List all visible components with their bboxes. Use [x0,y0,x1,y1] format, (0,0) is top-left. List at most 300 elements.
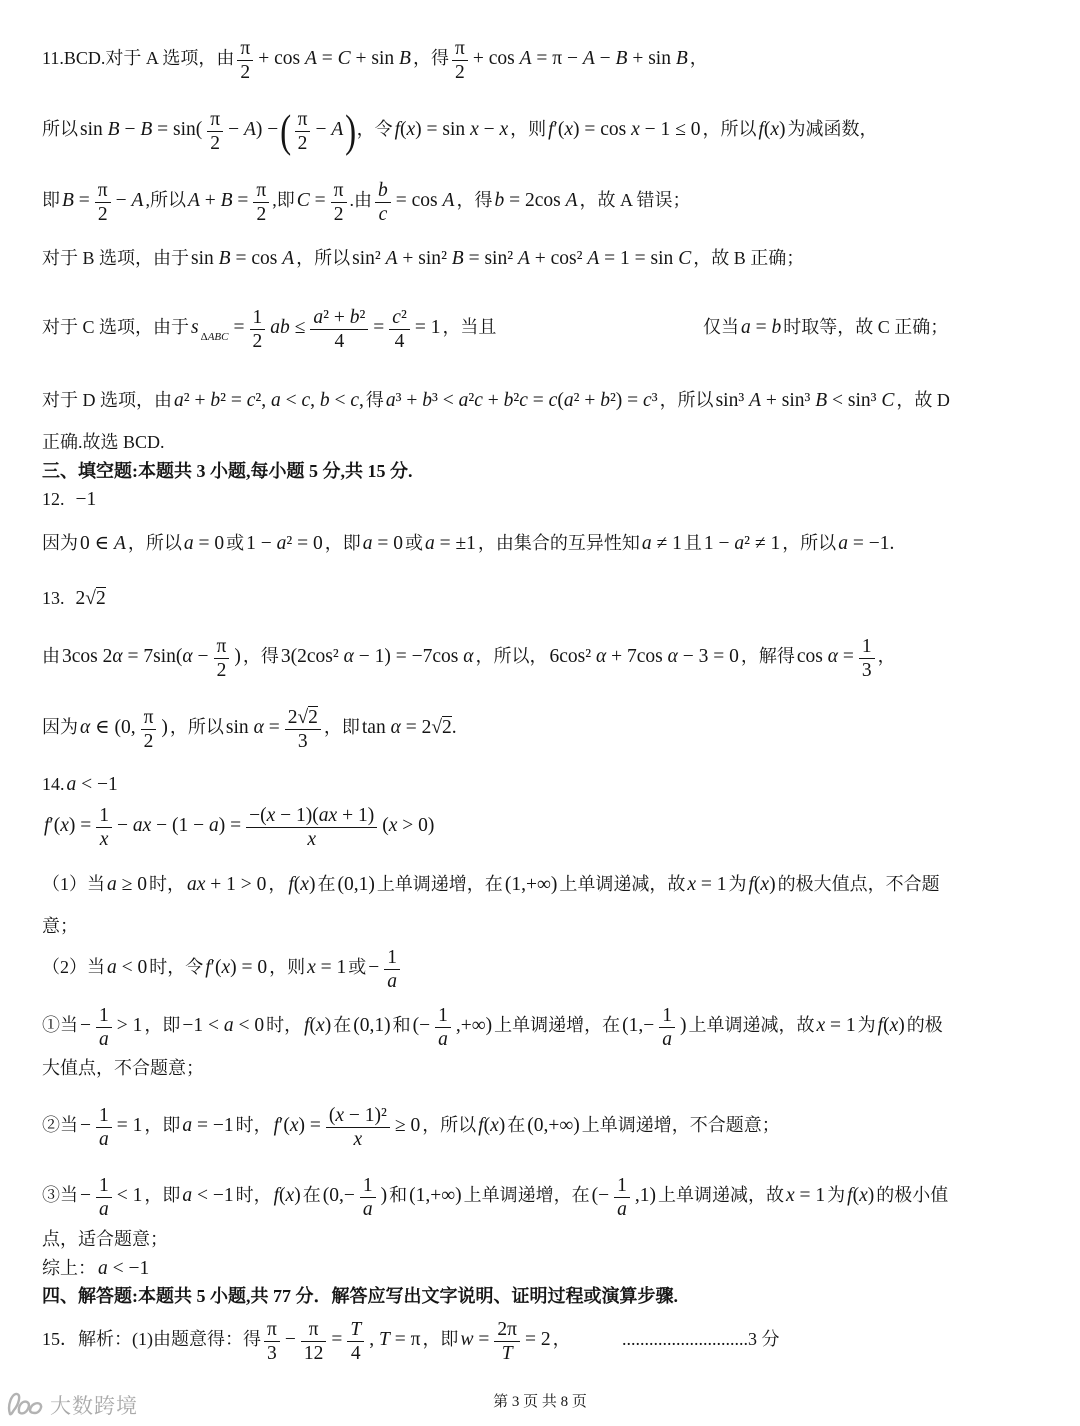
text-run: 上单调递增，在 [463,1185,590,1205]
math-variable: f [273,1115,280,1136]
subscript: ΔABC [200,331,229,343]
math-variable: c [392,306,401,328]
q11-option-a-line-3 [42,170,691,230]
math-expression: x = 1 [785,1185,826,1206]
math-variable: x [770,119,780,140]
math-variable: A [442,190,455,211]
text-run: 所以 [42,119,78,139]
math-variable: A [517,248,530,269]
page-number-footer: 第 3 页 共 8 页 [493,1394,587,1410]
q15-solution-line [42,1309,571,1369]
math-variable: f [847,1185,853,1206]
radicand: 2 [308,706,318,728]
fraction-numerator: 1 [859,636,875,659]
q14-subcase-3-line-1 [42,1165,948,1225]
math-variable: a [132,815,143,836]
text-run: 因为 [42,717,78,737]
text-run: 时， [266,1015,303,1035]
fraction-denominator: 2 [256,203,267,225]
text-run: 或 [404,533,423,553]
fraction [360,1175,376,1220]
text-run: 和 [389,1185,408,1205]
math-variable: x [760,874,770,895]
math-variable: B [62,190,74,211]
math-variable: A [582,48,595,69]
math-variable: a [182,1185,193,1206]
math-variable: x [490,1115,499,1136]
math-expression: a < −1 [98,1258,150,1279]
math-expression: (0,1) [337,874,375,895]
text-run: 三、填空题:本题共 3 小题,每小题 5 分,共 15 分. [42,461,413,481]
text-run: 在 [317,874,336,894]
math-expression: = [373,317,385,338]
math-expression: f(x) [273,1185,301,1206]
fraction-denominator [659,1028,675,1050]
math-expression: a = −1 [182,1115,234,1136]
math-variable: T [350,1318,362,1340]
text-run: ，所以， [475,646,548,666]
brand-logo-icon [6,1388,46,1423]
fraction [207,109,223,154]
text-run: 上单调递减，故 [657,1185,784,1205]
math-variable: a [223,1015,234,1036]
math-expression: a ≠ 1 [641,533,682,554]
math-expression: , T = π [369,1329,421,1350]
math-variable: c [643,390,652,411]
math-expression: 2√2 [75,588,106,609]
math-expression: − [80,1115,91,1136]
math-variable: x [785,1185,795,1206]
fraction-numerator: π [301,1319,327,1342]
fraction [96,1105,112,1150]
math-expression: − A [315,119,344,140]
math-variable: b [319,390,330,411]
fraction-numerator [347,1319,364,1342]
text-run: 对于 C 选项，由于 [42,317,190,337]
math-variable: b [378,179,388,201]
math-variable: a [563,390,574,411]
text-run: ，所以 [169,717,224,737]
math-variable: x [196,874,206,895]
text-run: 时，令 [149,957,204,977]
math-variable: a [98,1258,108,1279]
math-variable: a [107,874,117,895]
text-run: ，所以 [422,1115,477,1135]
math-variable: A [187,190,200,211]
fraction-denominator [435,1028,451,1050]
math-variable: a [270,390,281,411]
math-variable: α [182,646,193,667]
text-run: ②当 [42,1115,78,1135]
q12-solution-line [42,513,896,573]
math-variable: a [186,874,197,895]
q11-option-c-line-part-2 [703,297,948,357]
math-variable: x [328,804,338,826]
fraction-numerator: π [295,109,311,132]
fraction-denominator: 3 [267,1342,277,1364]
fraction [301,1319,327,1364]
radicand: 2 [95,588,106,609]
fraction [347,1319,364,1364]
math-expression: > 1 [116,1015,143,1036]
text-run: 正确.故选 BCD. [42,432,165,452]
fraction [246,805,377,850]
fraction-numerator: 1 [360,1175,376,1198]
q11-option-b-line [42,228,804,288]
text-run: 上单调递增，不合题意； [581,1115,780,1135]
math-expression: 3cos 2α = 7sin(α − [62,646,209,667]
text-run: 13. [42,588,74,608]
text-run: ，所以 [296,248,351,268]
math-expression: 6cos² α + 7cos α − 3 = 0 [549,646,739,667]
math-variable: a [318,804,329,826]
text-run: 时取等，故 C 正确； [783,317,949,337]
math-expression: (− [591,1185,610,1206]
math-expression: ,+∞) [455,1015,493,1036]
math-expression: ) [380,1185,388,1206]
q13-solution-line-2 [42,697,459,757]
math-expression: a < −1 [66,774,118,795]
math-variable: a [617,1198,627,1220]
text-run: 为减函数， [787,119,878,139]
math-expression: sin B − B = sin( [80,119,203,140]
q11-option-c-line-part-1 [42,297,496,357]
fraction-denominator: 4 [350,1342,361,1364]
fraction [389,307,410,352]
fraction [253,180,269,225]
math-expression: − A [115,190,144,211]
math-expression: − A) − [228,119,279,140]
math-expression: f′(x) = cos x − 1 ≤ 0 [548,119,701,140]
fraction-numerator: 1 [250,307,266,330]
math-variable: x [388,815,398,836]
text-run: 11.BCD.对于 A 选项，由 [42,48,235,68]
q11-option-a-line-1 [42,28,708,88]
text-run: 因为 [42,533,78,553]
fraction-denominator: 3 [861,659,872,681]
math-variable: B [615,48,628,69]
math-expression: < 1 [116,1185,143,1206]
math-variable: A [385,248,398,269]
math-variable: x [99,828,109,850]
q11-option-d-line-1 [42,370,950,430]
text-run: ，即 [323,717,360,737]
fraction [141,707,157,752]
math-expression: tan α = 2√2. [361,717,457,738]
text-run: ，令 [356,119,393,139]
math-expression: B = [62,190,90,211]
fraction-numerator: π [207,109,223,132]
fraction-denominator [96,1128,112,1150]
math-expression: ) [679,1015,687,1036]
text-run: 对于 D 选项，由 [42,390,172,410]
math-variable: B [815,390,828,411]
math-variable: x [285,1185,295,1206]
math-variable: c [301,390,311,411]
math-expression: = [233,317,245,338]
fraction-denominator: 2 [97,203,108,225]
text-run: ，即 [144,1185,181,1205]
q14-derivative-line [42,796,436,856]
math-expression: 1 − a² ≠ 1 [703,533,781,554]
math-variable: A [304,48,317,69]
math-expression: a = −1. [838,533,895,554]
math-expression: A + B = [187,190,249,211]
text-run: ，故 D [896,390,950,410]
math-expression: (0,− [322,1185,355,1206]
math-expression: −1 [75,489,97,510]
q15-score-marker [622,1309,780,1369]
text-run: 上单调递减，故 [688,1015,815,1035]
math-variable: b [280,317,290,338]
q14-subcase-1-line-2 [42,1038,204,1098]
math-variable: B [399,48,411,69]
text-run: ，所以 [127,533,182,553]
text-run: 或 [348,957,367,977]
math-expression: a = 0 [362,533,403,554]
text-run: 得 [365,390,384,410]
math-variable: a [838,533,848,554]
text-run: ， [689,48,708,68]
math-expression: f(x) [758,119,786,140]
math-expression: 1 − a² = 0 [246,533,323,554]
math-expression: a = 0 [183,533,225,554]
math-variable: c [548,390,558,411]
text-run: 在 [302,1185,321,1205]
fraction [237,38,253,83]
math-variable: α [390,717,401,738]
math-variable: f [394,119,401,140]
math-variable: B [214,331,222,343]
math-variable: C [678,248,692,269]
math-expression: α ∈ (0, [80,717,136,738]
math-expression: b = 2cos A [494,190,578,211]
fraction-numerator: 1 [96,1005,112,1028]
math-variable: b [349,306,360,328]
math-expression: x = 1 [307,957,347,978]
watermark-text: 大数跨境 [50,1394,138,1418]
text-run: 时， [235,1185,272,1205]
math-expression: f(x) [304,1015,332,1036]
fraction [295,109,311,154]
fraction [384,947,400,992]
text-run: ，即 [144,1015,181,1035]
q14-case-1-line-1 [42,854,940,914]
text-run: ,所以 [145,190,186,210]
math-variable: x [470,119,479,140]
math-variable: a [662,1028,672,1050]
math-variable: a [362,533,373,554]
fraction [285,707,321,752]
math-expression: x = 1 [687,874,727,895]
math-expression: = 2 [524,1329,551,1350]
text-run: 为 [827,1185,846,1205]
text-run: ③当 [42,1185,78,1205]
fraction-denominator: 2 [333,203,344,225]
math-variable: x [316,1015,325,1036]
text-run: （1）当 [42,874,105,894]
math-expression: + cos A = C + sin B [258,48,411,69]
math-expression: sin² A + sin² B = sin² A + cos² A = 1 = sin C [352,248,692,269]
text-run: 意； [42,916,78,936]
math-expression: (0,1) [353,1015,391,1036]
math-variable: α [112,646,123,667]
math-variable: B [220,190,233,211]
text-run: 的极大值点，不合题 [777,874,940,894]
text-run: 且 [683,533,702,553]
math-expression: −1 < a < 0 [182,1015,265,1036]
fraction-numerator: 1 [435,1005,451,1028]
math-variable: x [142,815,152,836]
math-variable: α [667,646,678,667]
text-run: ,即 [272,190,295,210]
fraction [264,1319,280,1364]
math-variable: a [99,1128,109,1150]
fraction-denominator: 2 [240,61,251,83]
fraction-denominator: 2 [297,132,308,154]
math-variable: a [182,1115,193,1136]
math-variable: x [307,957,316,978]
fraction-denominator [360,1198,376,1220]
math-variable: B [140,119,153,140]
fraction-denominator [326,1128,390,1150]
math-variable: a [734,533,745,554]
math-variable: b [771,317,782,338]
math-variable: A [565,190,578,211]
fraction-denominator: 2 [210,132,221,154]
math-expression: f(x) [877,1015,905,1036]
math-expression: a ≥ 0 [107,874,147,895]
fraction [331,180,347,225]
math-variable: a [424,533,435,554]
q13-answer [42,568,108,628]
math-expression: − [284,1329,296,1350]
math-variable: x [687,874,696,895]
math-variable: f [478,1115,484,1136]
text-run: 的极 [906,1015,943,1035]
q14-subcase-2-line [42,1095,780,1155]
fraction [326,1105,390,1150]
fraction-numerator: −(x − 1)(ax + 1) [246,805,377,828]
math-variable: a [641,533,652,554]
math-expression: sin³ A + sin³ B < sin³ C [715,390,895,411]
math-variable: c [378,203,388,225]
math-expression: = 1 [116,1115,143,1136]
math-variable: B [451,248,464,269]
text-run: ，故 B 正确； [693,248,805,268]
math-variable: s [191,317,199,338]
fraction-numerator: 1 [614,1175,630,1198]
math-variable: x [406,119,416,140]
text-run: ，当且 [442,317,497,337]
math-expression: 3(2cos² α − 1) = −7cos α [280,646,474,667]
text-run: ，得 [242,646,279,666]
math-variable: α [253,717,264,738]
math-expression: f′(x) = [44,815,92,836]
math-expression: ab ≤ [270,317,306,338]
fraction-numerator: π [331,180,347,203]
fraction-numerator: 1 [96,1105,112,1128]
fraction-denominator: 2 [143,730,154,752]
fraction [494,1319,520,1364]
fraction-numerator: π [141,707,157,730]
q14-case-2-line [42,937,403,997]
math-variable: b [494,190,505,211]
fraction-denominator: 2 [252,330,263,352]
fraction-numerator: c² [389,307,410,330]
math-expression: a³ + b³ < a²c + b²c = c(a² + b²) = c³ [385,390,658,411]
math-variable: a [99,1028,109,1050]
math-expression: f(x) = sin x − x [394,119,509,140]
math-expression: ≥ 0 [394,1115,421,1136]
text-run: 和 [392,1015,411,1035]
math-expression: (− [412,1015,431,1036]
math-variable: a [209,815,219,836]
math-expression: f′(x) = 0 [205,957,268,978]
math-expression: (0,+∞) [527,1115,580,1136]
math-variable: T [378,1329,390,1350]
fraction-numerator: π [237,38,253,61]
text-run: ， [877,646,896,666]
fraction-denominator: 2 [455,61,465,83]
text-run: 的极小值 [876,1185,949,1205]
watermark [6,1388,138,1422]
math-variable: b [210,390,221,411]
math-variable: b [422,390,433,411]
math-variable: A [243,119,256,140]
text-run: （2）当 [42,957,105,977]
math-variable: A [207,331,215,343]
text-run: 上单调递增，在 [494,1015,621,1035]
text-run: ①当 [42,1015,78,1035]
text-run: ， [552,1329,571,1349]
fraction-denominator: 4 [334,330,345,352]
math-variable: f [288,874,294,895]
math-variable: A [331,119,344,140]
text-run: ，即 [324,533,361,553]
text-run: ，即 [144,1115,181,1135]
fraction-numerator: 1 [96,805,112,828]
math-variable: a [313,306,324,328]
text-run: ，即 [422,1329,459,1349]
math-variable: A [587,248,600,269]
fraction [659,1005,675,1050]
math-variable: C [881,390,895,411]
math-variable: x [307,828,316,850]
text-run: ，得 [456,190,493,210]
math-variable: c [350,390,360,411]
text-run: ，解得 [740,646,795,666]
fraction-numerator: (x − 1)² [326,1105,390,1128]
math-variable: a [107,957,117,978]
fraction-numerator: 1 [384,947,400,970]
math-variable: C [296,190,310,211]
math-variable: f [877,1015,884,1036]
fraction-denominator: 4 [394,330,405,352]
text-run: 14. [42,774,65,794]
math-expression: = cos A [395,190,455,211]
fraction [250,307,266,352]
text-run: 综上： [42,1258,96,1278]
math-variable: A [282,248,295,269]
fraction-denominator [375,203,391,225]
math-expression: (1,+∞) [409,1185,462,1206]
math-variable: a [270,317,280,338]
fraction-numerator: π [452,38,468,61]
math-expression: + cos A = π − A − B + sin B [472,48,688,69]
math-expression: C = [296,190,326,211]
math-variable: B [107,119,120,140]
